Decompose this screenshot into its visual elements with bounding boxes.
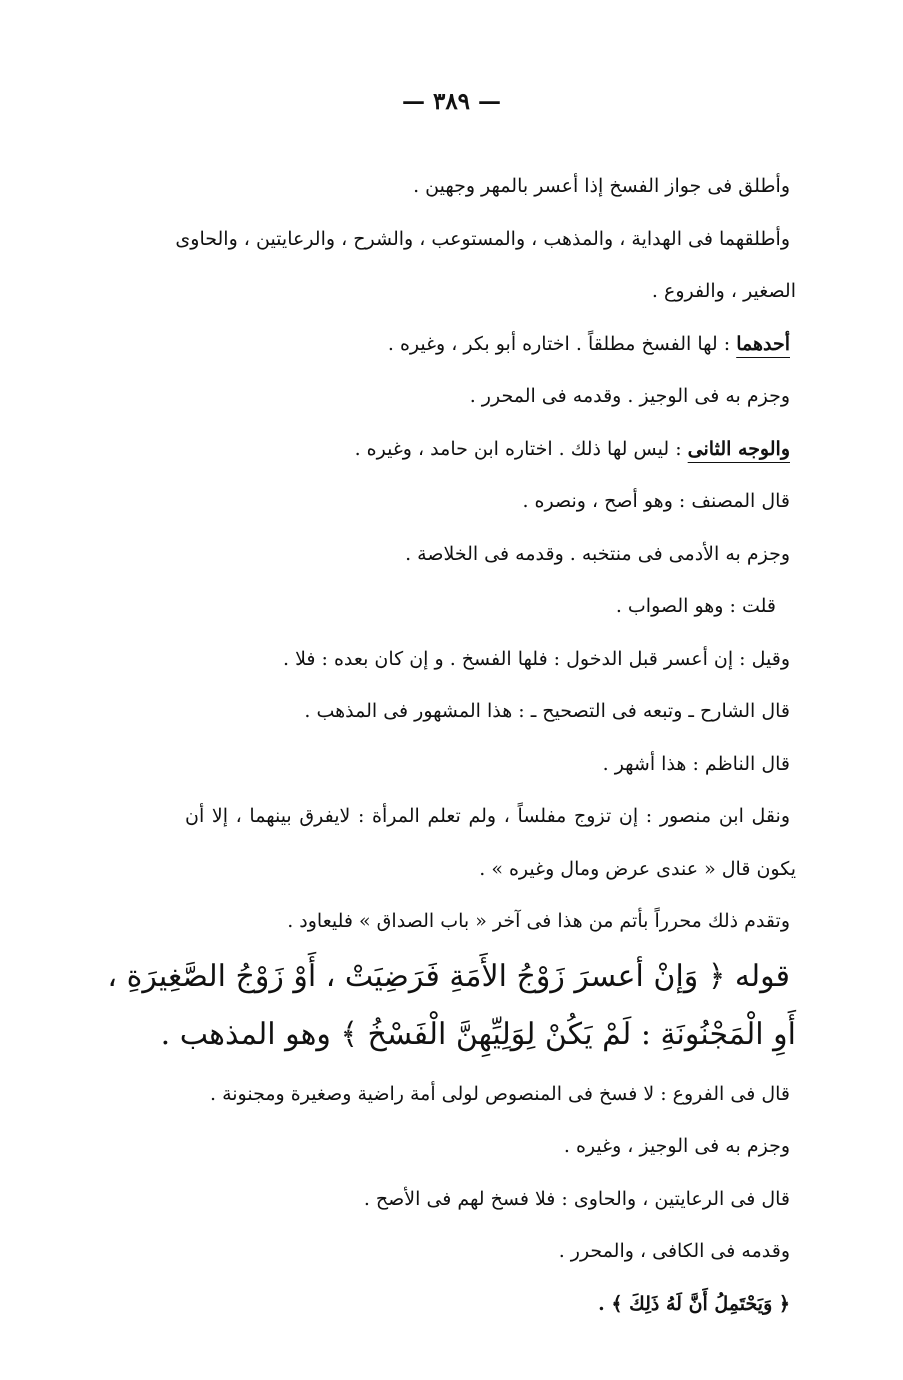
text-line: الصغير ، والفروع . [651, 280, 796, 302]
section-lead: أحدهما [736, 332, 790, 355]
text-line: وقدمه فى الكافى ، والمحرر . [558, 1240, 790, 1262]
text-line: قال الناظم : هذا أشهر . [602, 752, 790, 775]
text-span: : لها الفسخ مطلقاً . اختاره أبو بكر ، وغيره . [387, 332, 737, 355]
text-line: قلت : وهو الصواب . [615, 595, 776, 617]
section-lead: والوجه الثانى [687, 437, 790, 460]
text-line: يكون قال « عندى عرض ومال وغيره » . [479, 857, 796, 880]
text-line: ونقل ابن منصور : إن تزوج مفلساً ، ولم تعلم المرأة : لايفرق بينهما ، إلا أن [185, 805, 790, 827]
text-line: وأطلق فى جواز الفسخ إذا أعسر بالمهر وجهين . [413, 175, 790, 197]
text-line: قال المصنف : وهو أصح ، ونصره . [522, 490, 790, 512]
text-line: وتقدم ذلك محرراً بأتم من هذا فى آخر « باب الصداق » فليعاود . [287, 910, 790, 932]
page-number: — ٣٨٩ — [401, 88, 502, 115]
text-line [185, 318, 790, 371]
quoted-matn-line: ﴿ وَيَحْتَمِلُ أَنَّ لَهُ ذَلِكَ ﴾ . [598, 1292, 790, 1315]
text-line: وجزم به فى الوجيز . وقدمه فى المحرر . [469, 385, 790, 407]
text-span: : ليس لها ذلك . اختاره ابن حامد ، وغيره . [354, 437, 688, 460]
page-body [107, 160, 796, 1330]
text-line: قال فى الرعايتين ، والحاوى : فلا فسخ لهم فى الأصح . [363, 1187, 790, 1210]
text-line: وأطلقهما فى الهداية ، والمذهب ، والمستوعب ، والشرح ، والرعايتين ، والحاوى [175, 227, 790, 250]
quoted-matn-line: قوله ﴿ وَإنْ أعسرَ زَوْجُ الأَمَةِ فَرَضِيَتْ ، أَوْ زَوْجُ الصَّغِيرَةِ ، [107, 958, 790, 994]
text-line [185, 423, 790, 476]
text-line: قال الشارح ـ وتبعه فى التصحيح ـ : هذا المشهور فى المذهب . [304, 700, 790, 722]
text-line: وجزم به فى الوجيز ، وغيره . [563, 1135, 790, 1157]
text-line: قال فى الفروع : لا فسخ فى المنصوص لولى أمة راضية وصغيرة ومجنونة . [210, 1082, 790, 1105]
quoted-matn-line: أَوِ الْمَجْنُونَةِ : لَمْ يَكُنْ لِوَلِيِّهِنَّ الْفَسْخُ ﴾ وهو المذهب . [160, 1016, 796, 1052]
text-line: وقيل : إن أعسر قبل الدخول : فلها الفسخ . و إن كان بعده : فلا . [283, 647, 790, 670]
text-line: وجزم به الأدمى فى منتخبه . وقدمه فى الخلاصة . [405, 542, 790, 565]
